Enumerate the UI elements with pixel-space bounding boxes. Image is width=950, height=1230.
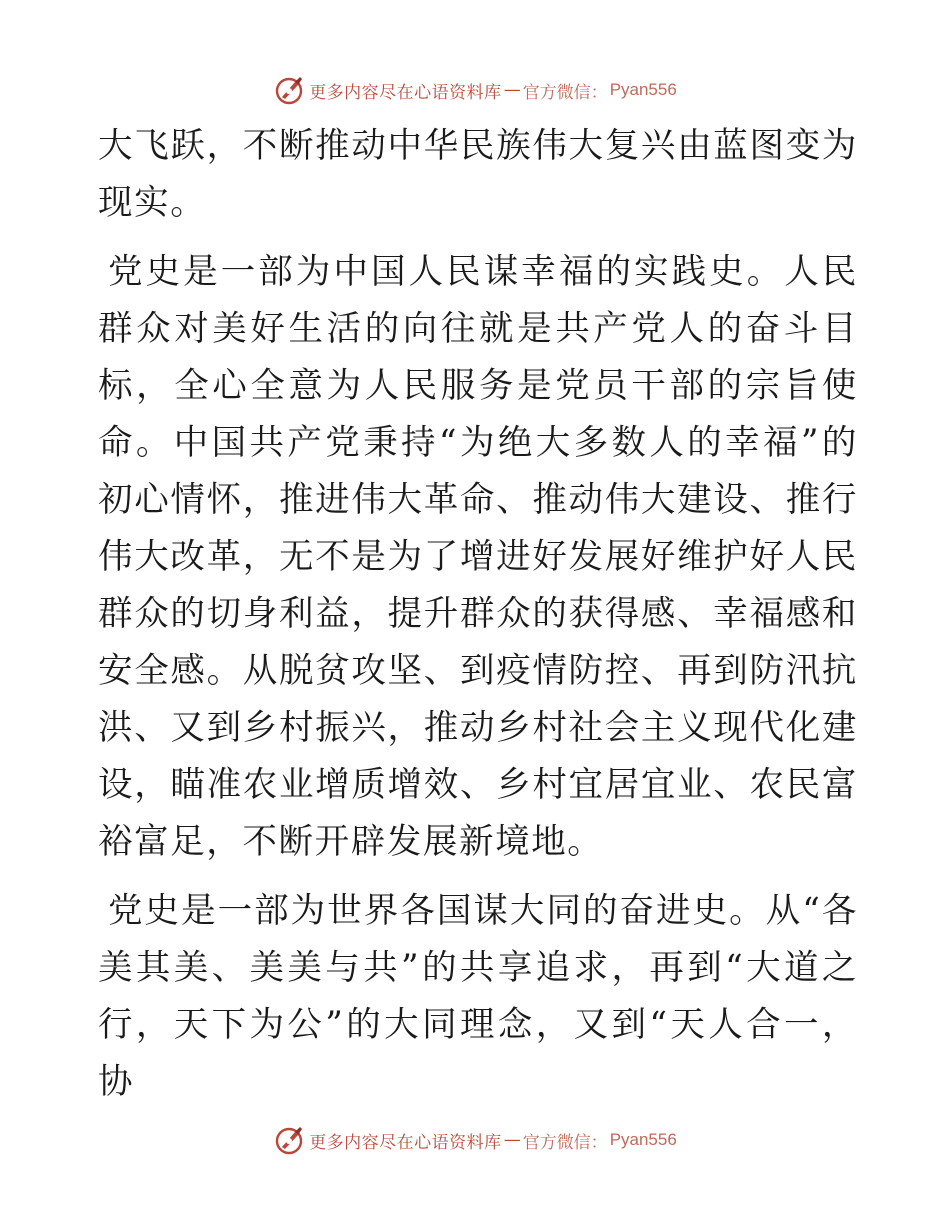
watermark-label: 官方微信： [522, 82, 608, 103]
paragraph-1: 大飞跃，不断推动中华民族伟大复兴由蓝图变为现实。 [98, 126, 858, 223]
paragraph-2: 党史是一部为中国人民谋幸福的实践史。人民群众对美好生活的向往就是共产党人的奋斗目标，全心全意为人民服务是党员干部的宗旨使命。中国共产党秉持“为绝大多数人的幸福”的初心情怀，推进伟大革命、推动伟大建设、推行伟大改革，无不是为了增进好发展好维护好人民群众的切身利益，提升群众的获得感、幸福感和安全感。从脱贫攻坚、到疫情防控、再到防汛抗洪、又到乡村振兴，推动乡村社会主义现代化建设，瞄准农业增质增效、乡村宜居宜业、农民富裕富足，不断开辟发展新境地。 [98, 252, 858, 862]
quill-logo-icon [273, 74, 305, 106]
watermark-dash: — [503, 80, 521, 100]
watermark-dash: — [503, 1130, 521, 1150]
watermark-label: 官方微信： [522, 1132, 608, 1153]
paragraph-3: 党史是一部为世界各国谋大同的奋进史。从“各美其美、美美与共”的共享追求，再到“大道之行，天下为公”的大同理念，又到“天人合一，协 [98, 891, 858, 1102]
watermark-brand: 更多内容尽在心语资料库 [309, 82, 502, 103]
header-watermark [0, 73, 950, 107]
watermark-account: Pyan556 [609, 1130, 677, 1149]
footer-watermark [0, 1123, 950, 1157]
watermark-brand: 更多内容尽在心语资料库 [309, 1132, 502, 1153]
quill-logo-icon [273, 1124, 305, 1156]
document-body [98, 118, 858, 1123]
watermark-account: Pyan556 [609, 80, 677, 99]
